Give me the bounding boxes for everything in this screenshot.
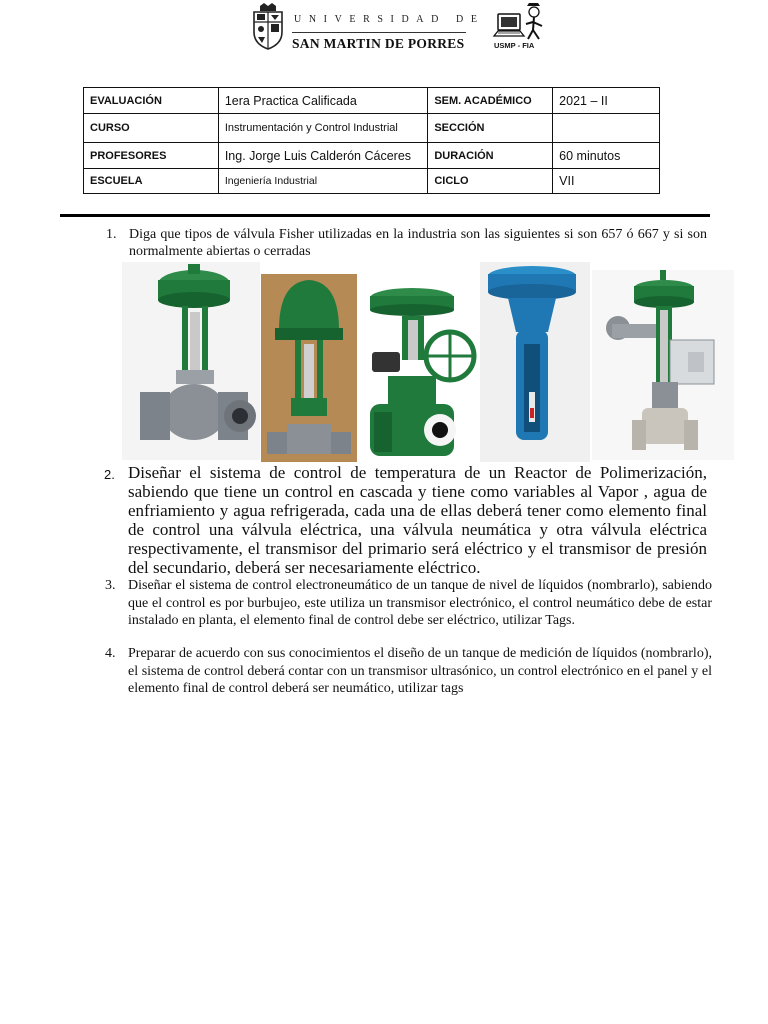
question-text: Diseñar el sistema de control de temperatura de un Reactor de Polimerización, sabiendo que tiene un control en cascada y tiene como variables al Vapor , agua de enfriamiento y agua refrigerada, cada una de ellas deberá tener como elemento final de control una válvula eléctrica, una válvula neumática y otra válvula eléctrica respectivamente, el transmisor del primario será eléctrico y el transmisor de presión del secundario, deberá ser necesariamente eléctrico. xyxy=(128,463,707,577)
value-escuela: Ingeniería Industrial xyxy=(218,169,428,194)
label-duracion: DURACIÓN xyxy=(428,143,553,169)
fisher-valve-image-5 xyxy=(592,270,734,460)
label-ciclo: CICLO xyxy=(428,169,553,194)
section-divider xyxy=(60,214,710,217)
value-duracion: 60 minutos xyxy=(553,143,660,169)
faculty-computer-logo-icon xyxy=(490,2,548,42)
fisher-valve-image-3 xyxy=(362,280,480,462)
question-4 xyxy=(105,645,712,698)
label-evaluacion: EVALUACIÓN xyxy=(84,88,219,114)
table-row xyxy=(84,169,660,194)
table-row xyxy=(84,88,660,114)
label-profesores: PROFESORES xyxy=(84,143,219,169)
valve-images-strip xyxy=(122,262,734,462)
question-number: 2. xyxy=(104,467,115,482)
question-number: 3. xyxy=(105,578,116,593)
value-profesores: Ing. Jorge Luis Calderón Cáceres xyxy=(218,143,428,169)
table-row xyxy=(84,143,660,169)
label-semestre: SEM. ACADÉMICO xyxy=(428,88,553,114)
header-rule xyxy=(292,32,466,33)
value-semestre: 2021 – II xyxy=(553,88,660,114)
university-name: SAN MARTIN DE PORRES xyxy=(292,36,465,51)
fisher-valve-image-2 xyxy=(261,274,357,462)
faculty-logo-label: USMP - FIA xyxy=(494,41,535,50)
value-curso: Instrumentación y Control Industrial xyxy=(218,114,428,143)
fisher-valve-image-4 xyxy=(480,262,590,462)
question-number: 4. xyxy=(105,646,116,661)
label-escuela: ESCUELA xyxy=(84,169,219,194)
label-seccion: SECCIÓN xyxy=(428,114,553,143)
question-text: Preparar de acuerdo con sus conocimientos el diseño de un tanque de medición de líquidos (nombrarlo), el sistema de control deberá contar con un transmisor ultrasónico, un control electrónico en el panel y el elemento final de control deberá ser neumático, utilizar tags xyxy=(128,646,712,696)
label-curso: CURSO xyxy=(84,114,219,143)
document-header xyxy=(0,0,768,60)
fisher-valve-image-1 xyxy=(122,262,260,460)
question-text: Diga que tipos de válvula Fisher utilizadas en la industria son las siguientes si son 657 ó 667 y si son normalmente abiertas o cerradas xyxy=(129,227,707,259)
question-1 xyxy=(106,226,707,260)
question-text: Diseñar el sistema de control electroneumático de un tanque de nivel de líquidos (nombrarlo), sabiendo que el control es por burbujeo, este utiliza un transmisor electrónico, el control neumático debe de estar instalado en planta, el elemento final de control debe ser eléctrico, utilizar Tags. xyxy=(128,578,712,628)
question-2 xyxy=(104,463,707,577)
table-row xyxy=(84,114,660,143)
value-evaluacion: 1era Practica Calificada xyxy=(218,88,428,114)
university-top-text: UNIVERSIDAD DE xyxy=(294,14,485,25)
evaluation-info-table xyxy=(83,87,660,194)
question-3 xyxy=(105,577,712,630)
value-seccion xyxy=(553,114,660,143)
value-ciclo: VII xyxy=(553,169,660,194)
university-crest-icon xyxy=(250,2,286,50)
question-number: 1. xyxy=(106,227,117,242)
